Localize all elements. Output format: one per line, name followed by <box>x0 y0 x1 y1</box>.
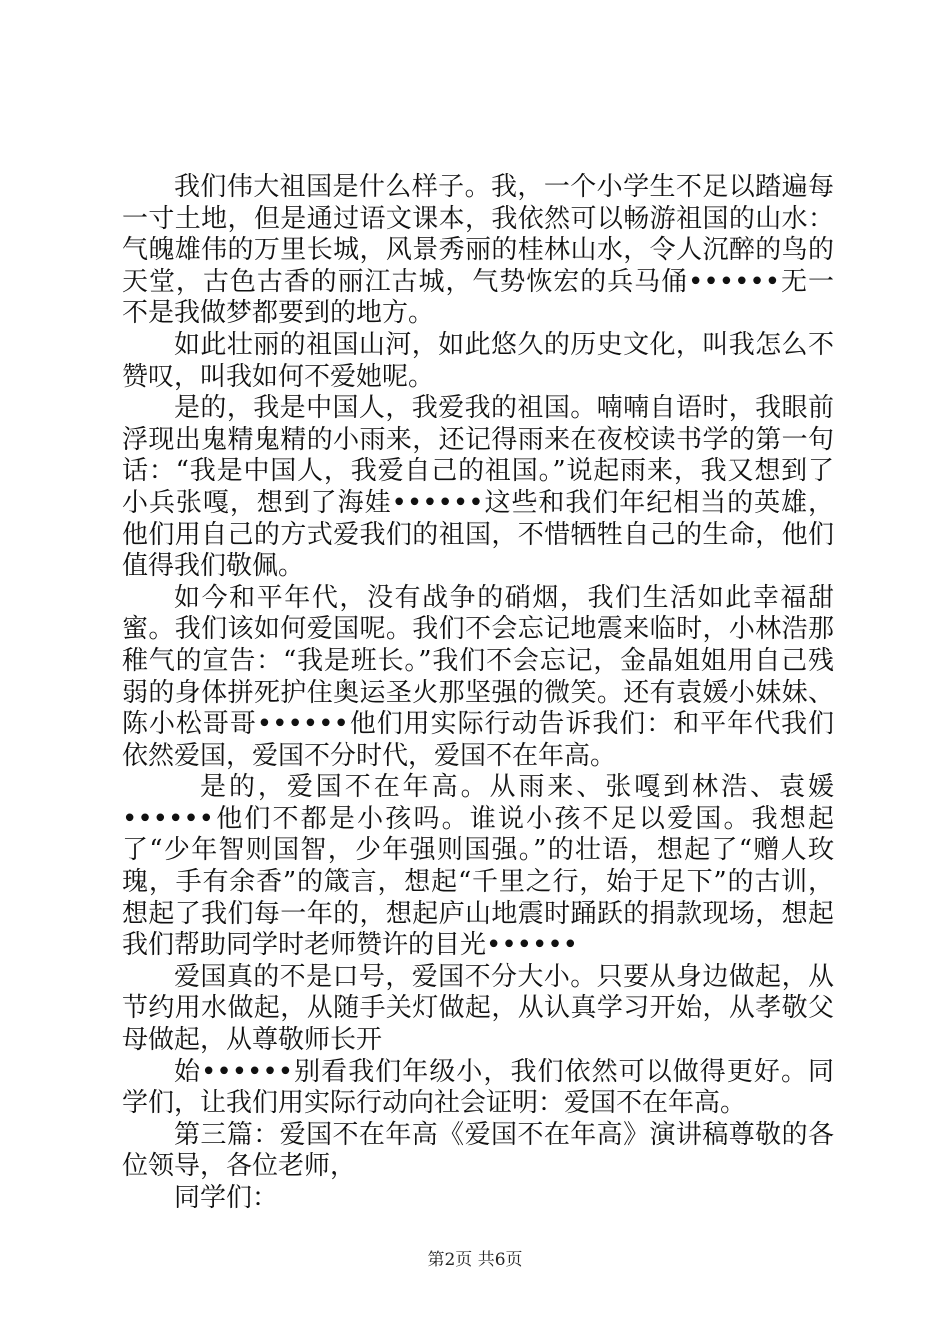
paragraph-8: 第三篇：爱国不在年高《爱国不在年高》演讲稿尊敬的各位领导，各位老师， <box>122 1119 834 1182</box>
paragraph-4: 如今和平年代，没有战争的硝烟，我们生活如此幸福甜蜜。我们该如何爱国呢。我们不会忘记地震来临时，小林浩那稚气的宣告：“我是班长。”我们不会忘记，金晶姐姐用自己残弱的身体拼死护住奥运圣火那坚强的微笑。还有袁媛小妹妹、陈小松哥哥••••••他们用实际行动告诉我们：和平年代我们依然爱国，爱国不分时代，爱国不在年高。 <box>122 582 834 771</box>
paragraph-3: 是的，我是中国人，我爱我的祖国。喃喃自语时，我眼前浮现出鬼精鬼精的小雨来，还记得雨来在夜校读书学的第一句话：“我是中国人，我爱自己的祖国。”说起雨来，我又想到了小兵张嘎，想到了海娃••••••这些和我们年纪相当的英雄，他们用自己的方式爱我们的祖国，不惜牺牲自己的生命，他们值得我们敬佩。 <box>122 393 834 582</box>
document-body <box>122 172 834 1215</box>
paragraph-7: 始••••••别看我们年级小，我们依然可以做得更好。同学们，让我们用实际行动向社会证明：爱国不在年高。 <box>122 1056 834 1119</box>
page-number-footer: 第2页 共6页 <box>427 1250 523 1270</box>
paragraph-2: 如此壮丽的祖国山河，如此悠久的历史文化，叫我怎么不赞叹，叫我如何不爱她呢。 <box>122 329 834 392</box>
paragraph-5: 是的，爱国不在年高。从雨来、张嘎到林浩、袁媛••••••他们不都是小孩吗。谁说小孩不足以爱国。我想起了“少年智则国智，少年强则国强。”的壮语，想起了“赠人玫瑰，手有余香”的箴言，想起“千里之行，始于足下”的古训，想起了我们每一年的，想起庐山地震时踊跃的捐款现场，想起我们帮助同学时老师赞许的目光•••••• <box>122 772 834 961</box>
paragraph-1: 我们伟大祖国是什么样子。我，一个小学生不足以踏遍每一寸土地，但是通过语文课本，我依然可以畅游祖国的山水：气魄雄伟的万里长城，风景秀丽的桂林山水，令人沉醉的鸟的天堂，古色古香的丽江古城，气势恢宏的兵马俑••••••无一不是我做梦都要到的地方。 <box>122 172 834 329</box>
paragraph-9: 同学们： <box>174 1183 279 1213</box>
paragraph-6: 爱国真的不是口号，爱国不分大小。只要从身边做起，从节约用水做起，从随手关灯做起，从认真学习开始，从孝敬父母做起，从尊敬师长开 <box>122 961 834 1056</box>
